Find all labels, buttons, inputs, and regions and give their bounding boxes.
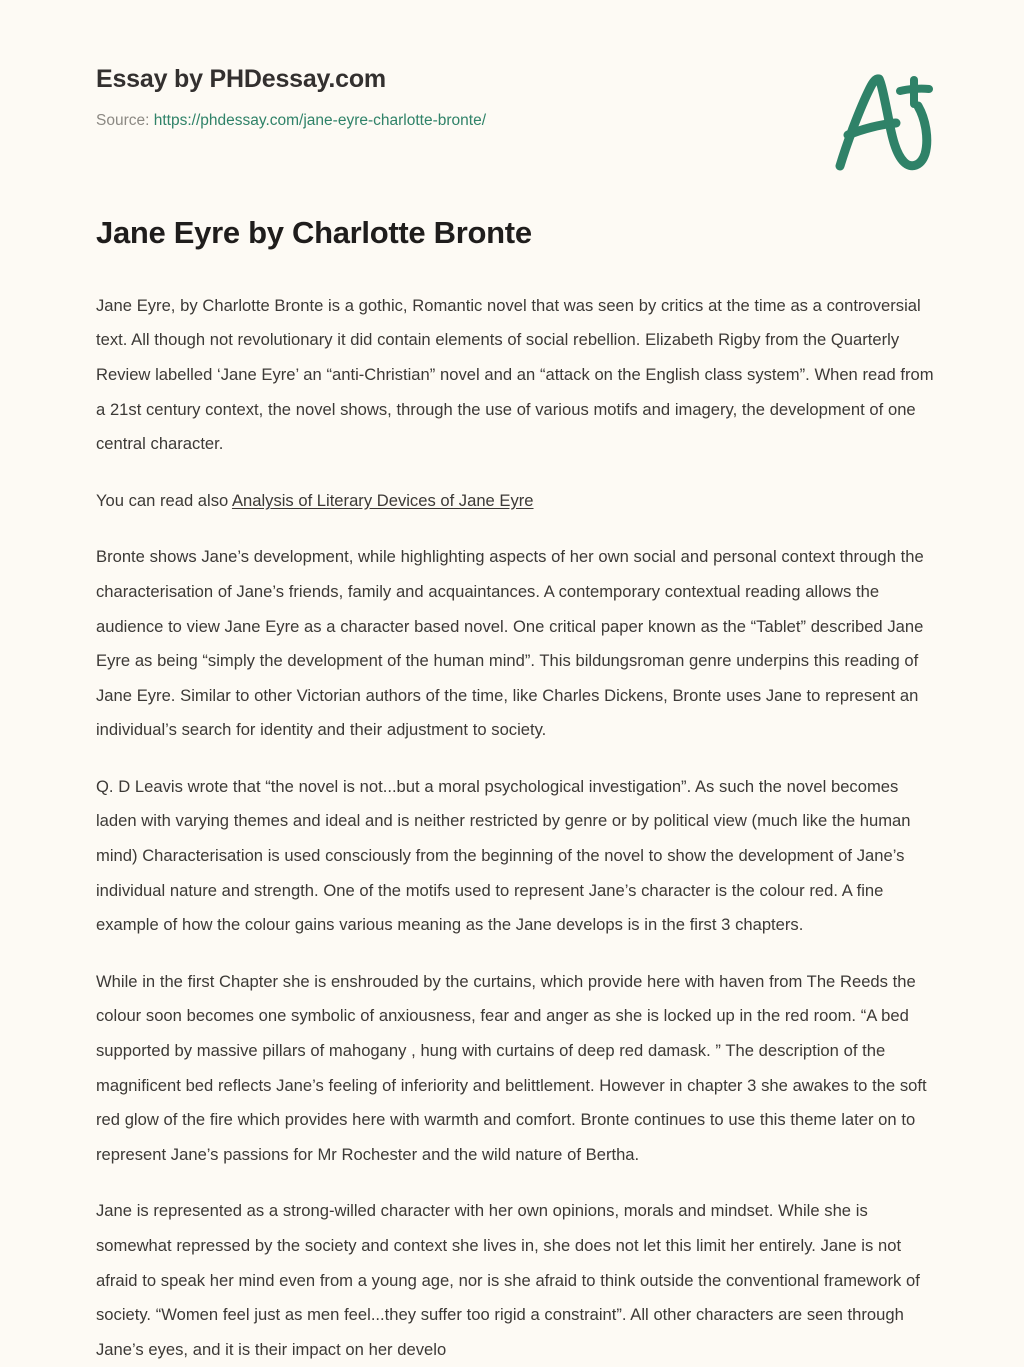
read-also-line xyxy=(96,484,934,519)
aplus-logo-icon xyxy=(826,62,946,180)
document-header xyxy=(96,64,928,131)
paragraph-3: Q. D Leavis wrote that “the novel is not...but a moral psychological investigation”. As such the novel becomes laden with varying themes and ideal and is neither restricted by genre or by political view (much like the human mind) Characterisation is used consciously from the beginning of the novel to show the development of Jane’s individual nature and strength. One of the motifs used to represent Jane’s character is the colour red. A fine example of how the colour gains various meaning as the Jane develops is in the first 3 chapters. xyxy=(96,776,911,935)
paragraph-5: Jane is represented as a strong-willed character with her own opinions, morals and mindset. While she is somewhat repressed by the society and context she lives in, she does not let this limit her entirely. Jane is not afraid to speak her mind even from a young age, nor is she afraid to think outside the conventional framework of society. “Women feel just as men feel...they suffer too rigid a constraint”. All other characters are seen through Jane’s eyes, and it is their impact on her develo xyxy=(96,1201,920,1359)
paragraph-4: While in the first Chapter she is enshrouded by the curtains, which provide here with haven from The Reeds the colour soon becomes one symbolic of anxiousness, fear and anger as she is locked up in the red room. “A bed supported by massive pillars of mahogany , hung with curtains of deep red damask. ” The description of the magnificent bed reflects Jane’s feeling of inferiority and belittlement. However in chapter 3 she awakes to the soft red glow of the fire which provides here with warmth and comfort. Bronte continues to use this theme later on to represent Jane’s passions for Mr Rochester and the wild nature of Bertha. xyxy=(96,971,927,1164)
source-label: Source: xyxy=(96,112,150,129)
brand-title: Essay by PHDessay.com xyxy=(96,65,386,93)
source-url-link[interactable]: https://phdessay.com/jane-eyre-charlotte-bronte/ xyxy=(153,112,487,129)
read-also-link[interactable]: Analysis of Literary Devices of Jane Eyre xyxy=(231,490,534,510)
aplus-logo xyxy=(826,62,946,180)
read-also-prefix: You can read also xyxy=(96,490,232,510)
paragraph-1: Jane Eyre, by Charlotte Bronte is a gothic, Romantic novel that was seen by critics at the time as a controversial text. All though not revolutionary it did contain elements of social rebellion. Elizabeth Rigby from the Quarterly Review labelled ‘Jane Eyre’ an “anti-Christian” novel and an “attack on the English class system”. When read from a 21st century context, the novel shows, through the use of various motifs and imagery, the development of one central character. xyxy=(96,295,934,454)
page-title: Jane Eyre by Charlotte Bronte xyxy=(96,215,532,250)
source-line xyxy=(96,111,928,131)
article-body xyxy=(96,214,934,1367)
paragraph-2: Bronte shows Jane’s development, while highlighting aspects of her own social and personal context through the characterisation of Jane’s friends, family and acquaintances. A contemporary contextual reading allows the audience to view Jane Eyre as a character based novel. One critical paper known as the “Tablet” described Jane Eyre as being “simply the development of the human mind”. This bildungsroman genre underpins this reading of Jane Eyre. Similar to other Victorian authors of the time, like Charles Dickens, Bronte uses Jane to represent an individual’s search for identity and their adjustment to society. xyxy=(96,547,924,740)
